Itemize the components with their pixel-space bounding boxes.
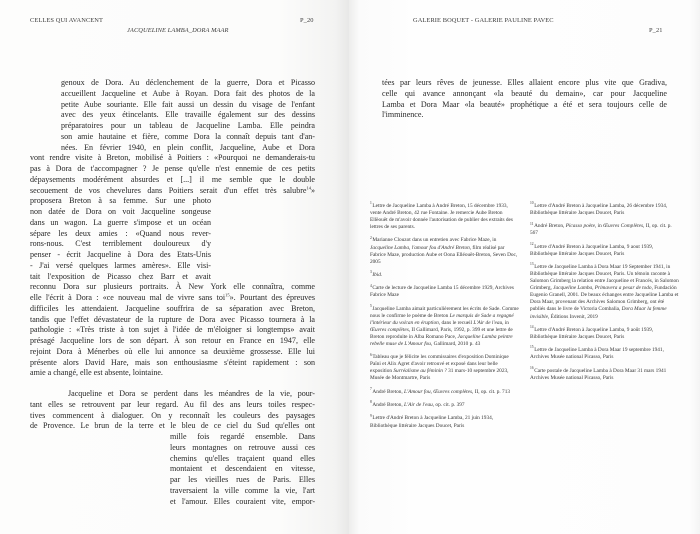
text-line: accueillent Jacqueline et Aube à Royan. Dora fait des photos de la — [61, 88, 315, 98]
footnote-11: $^{11}$André Breton, Picasso poète, in Œuvres Complètes, II, op. cit. p. 567 — [530, 221, 672, 237]
footnote-number: 8 — [370, 400, 372, 405]
paragraph-1-quote — [30, 153, 315, 196]
text-line: celle qui avance annonçant «la beauté du demain», car pour Jacqueline — [382, 88, 667, 98]
footnote-number: 14 — [530, 325, 534, 330]
footnote-number: 12 — [530, 242, 534, 247]
text-line: proposera Breton à sa femme. Sur une photo — [30, 196, 211, 206]
text-line: secouement de vos chevelures dans Poitiers serait d'un effet très salubre$^{14}$» — [30, 184, 315, 195]
footnotes-column-right — [530, 203, 680, 388]
footnote-number: 3 — [370, 270, 372, 275]
paragraph-continuation — [382, 78, 667, 121]
footnote-number: 4 — [370, 283, 372, 288]
footnote-number: 7 — [370, 387, 372, 391]
footnote-5: $^5$Jacqueline Lamba aimait particulièrement les écrits de Sade. Comme nous le confirme le poème de Breton Le marquis de Sade a regagné l'intérieur du volcan en éruption, dans le recueil L'Air de l'eau, in Œuvres complètes, II Gallimard, Paris, 1992, p. 399 et une lettre de Breton reproduite in Alba Romano Pace, Jacqueline Lamba peintre rebelle muse de L'Amour fou, Gallimard, 2010 p. 43 — [370, 303, 519, 347]
footnote-number: 11 — [530, 221, 534, 226]
footnote-1: $^1$Lettre de Jacqueline Lamba à André Breton, 15 décembre 1933, vente André Breton, 42 rue Fontaine. Je remercie Aube Breton Ellëouët de m'avoir donnée l'autorisation de publier des extraits des lettres de ses parents. — [370, 201, 513, 231]
text-line: l'imminence. — [382, 110, 424, 120]
footnote-4: $^4$Carte de lecture de Jacqueline Lamba 15 décembre 1929, Archives Fabrice Maze — [370, 283, 514, 299]
footnote-15: $^{15}$Lettre de Jacqueline Lamba à Dora Maar 19 septembre 1941, Archives Musée national Picasso, Paris — [530, 345, 664, 361]
text-line: pathologie : «Très triste à ton sujet à l'idée de m'éloigner si longtemps» avait — [30, 325, 315, 335]
text-line: Lamba et Dora Maar «la beauté» prophétique a été et sera toujours celle de — [382, 99, 667, 109]
text-line: tandis que l'effet dévastateur de la rupture de Dora avec Picasso tournera à la — [30, 314, 315, 324]
footnote-7: $^7$André Breton, L'Amour fou, Œuvres complètes, II, op. cit. p. 713 — [370, 387, 511, 395]
footnote-8: $^8$André Breton, L'Air de l'eau, op. cit. p. 397 — [370, 400, 465, 409]
footnote-13: $^{13}$Lettre de Jacqueline Lamba à Dora Maar 19 September 1941, in Bibliothèque littéraire Jacques Doucet, Paris. Un témoin raconte à Salomon Grimberg la relation entre Jacqueline et Francés, in Salomon Grimberg, Jacqueline Lamba, Primavera a pesar de todo, Fundación Eugenio Granell, 2001. De beaux échanges entre Jacqueline Lamba et Dora Maar, provenant des Archives Salomon Grimberg, ont été publiés dans le livre de Victoria Combalia, Dora Maar la femme invisible, Éditions Invenit, 2019 — [530, 262, 679, 320]
text-line: difficiles les attendaient. Jacqueline souffrira de sa séparation avec Breton, — [30, 303, 315, 313]
running-head-right: GALERIE BOQUET - GALERIE PAULINE PAVEC — [413, 17, 554, 24]
footnote-2: $^2$Marianne Clouzot dans un entretien avec Fabrice Maze, in Jacqueline Lamba, l'amour fou d'André Breton, film réalisé par Fabrice Maze, production Aube et Oona Elléouët-Breton, Seven Doc, 2005 — [370, 235, 518, 265]
footnote-14: $^{14}$Lettre d'André Breton à Jacqueline Lamba, 9 août 1939, Bibliothèque littéraire Jacques Doucet, Paris — [530, 325, 654, 340]
footnote-number: 5 — [370, 303, 372, 308]
footnote-6: $^6$Tableau que je félicite les commissaires d'exposition Dominique Païni et Alix Agret d'avoir retrouvé et exposé dans leur belle exposition Surréalisme au féminin ? 31 mars-10 septembre 2023, Musée de Montmartre, Paris — [370, 352, 509, 382]
text-line: traversaient la ville comme la vie, l'art — [170, 485, 315, 495]
paragraph-1-intro — [61, 78, 315, 153]
footnote-12: $^{12}$Lettre d'André Breton à Jacqueline Lamba, 9 aout 1939, Bibliothèque littéraire Jacques Doucet, Paris — [530, 242, 654, 257]
text-line: - J'ai versé quelques larmes amères». Elle visi- — [30, 260, 211, 270]
footnote-number: 16 — [530, 365, 534, 370]
footnote-number: 15 — [530, 345, 534, 350]
text-line: amie a changé, elle est absente, lointaine. — [30, 368, 163, 378]
page-number-right: P_21 — [649, 27, 663, 34]
text-line: tives commencent à dialoguer. On y reconnaît les couleurs des paysages — [30, 410, 315, 420]
text-line: tant elles se retrouvent par leur regard. Au fil des ans leurs toiles respec- — [30, 399, 315, 409]
text-line: rejoint Dora à Ménerbes où elle lui annonce sa deuxième grossesse. Elle lui — [30, 346, 315, 356]
paragraph-2 — [30, 389, 315, 432]
text-line: son amie hautaine et fière, comme Dora la connaît depuis tant d'an- — [61, 131, 315, 141]
text-line: penser - écrit Jacqueline à Dora des Etats-Unis — [30, 250, 211, 260]
text-line: sépare les deux amies : «Quand nous rever- — [30, 228, 211, 238]
paragraph-1-tail — [30, 282, 315, 379]
footnotes-column-left — [370, 203, 520, 436]
footnote-number: 9 — [370, 413, 372, 418]
text-line: présente alors David Hare, mais son enthousiasme s'éteint rapidement : son — [30, 357, 315, 367]
footnote-9: $^9$Lettre d'André Breton à Jacqueline Lamba, 21 juin 1934, Bibliothèque littéraire Jacques Doucet, Paris — [370, 413, 494, 429]
running-subtitle: JACQUELINE LAMBA_DORA MAAR — [127, 27, 229, 34]
text-line: tées par leurs rêves de jeunesse. Elles allaient encore plus vite que Gradiva, — [382, 78, 667, 87]
text-line: vont rendre visite à Breton, mobilisé à Poitiers : «Pourquoi ne demanderais-tu — [30, 153, 315, 163]
text-line: petite Aube souriante. Elle fait aussi un dessin du visage de l'enfant — [61, 99, 315, 109]
footnote-number: 10 — [530, 201, 534, 206]
footnote-number: 13 — [530, 262, 534, 267]
paragraph-2-narrow — [170, 432, 315, 507]
text-line: pas à Dora de t'accompagner ? Je pense qu'elle n'est ennemie de ces petits — [30, 164, 315, 174]
text-line: de Provence. Le brun de la terre et le bleu de ce ciel du Sud qu'elles ont — [30, 421, 315, 431]
text-line: par les vieilles rues de Paris. Elles — [170, 475, 315, 484]
paragraph-1-narrow — [30, 196, 211, 282]
text-line: non datée de Dora on voit Jacqueline songeuse — [30, 207, 211, 217]
footnote-16: $^{16}$Carte postale de Jacqueline Lamba à Dora Maar 31 mars 1941 Archives Musée national Picasso, Paris — [530, 365, 667, 381]
text-line: chemins qu'elles traçaient quand elles — [170, 453, 315, 463]
footnote-10: $^{10}$Lettre d'André Breton à Jacqueline Lamba, 26 décembre 1934, Bibliothèque littéraire Jacques Doucet, Paris — [530, 201, 668, 217]
footnote-number: 1 — [370, 201, 372, 206]
text-line: reconnu Dora sur plusieurs portraits. À New York elle connaîtra, comme — [30, 282, 315, 292]
text-line: elle l'écrit à Dora : «ce nouveau mal de vivre sans toi$^{15}$». Pourtant des épreuves — [30, 292, 315, 303]
page-number-left: P_20 — [300, 17, 314, 24]
text-line: mille fois regardé ensemble. Dans — [170, 432, 315, 441]
text-line: genoux de Dora. Au déclenchement de la guerre, Dora et Picasso — [61, 78, 315, 87]
text-line: et l'amour. Elles couraient vite, empor- — [170, 496, 315, 506]
text-line: préparatoires pour un tableau de Jacqueline Lamba. Elle peindra — [61, 121, 315, 130]
text-line: leurs montagnes on retrouve aussi ces — [170, 442, 315, 452]
text-line: dans un wagon. La guerre s'impose et un océan — [30, 217, 211, 227]
left-page — [0, 0, 349, 534]
right-page — [349, 0, 700, 534]
text-line: rons-nous. C'est terriblement douloureux d'y — [30, 239, 211, 249]
text-line: avec des yeux étincelants. Elle travaille également sur des dessins — [61, 110, 315, 120]
text-line: tait l'exposition de Picasso chez Barr et avait — [30, 271, 211, 281]
running-head-left: CELLES QUI AVANCENT — [30, 17, 104, 24]
text-line: montaient et descendaient en vitesse, — [170, 464, 315, 474]
footnote-number: 2 — [370, 235, 372, 240]
footnote-3: $^3$Ibid. — [370, 270, 383, 278]
text-line: présagé Jacqueline lors de son départ. À son retour en France en 1947, elle — [30, 336, 315, 346]
text-line: Jacqueline et Dora se perdent dans les méandres de la vie, pour- — [68, 389, 315, 398]
text-line: nées. En février 1940, en plein conflit, Jacqueline, Aube et Dora — [61, 142, 315, 152]
footnote-number: 6 — [370, 352, 372, 357]
text-line: dépaysements modérément absurdes et [...] il me semble que le double — [30, 174, 315, 184]
